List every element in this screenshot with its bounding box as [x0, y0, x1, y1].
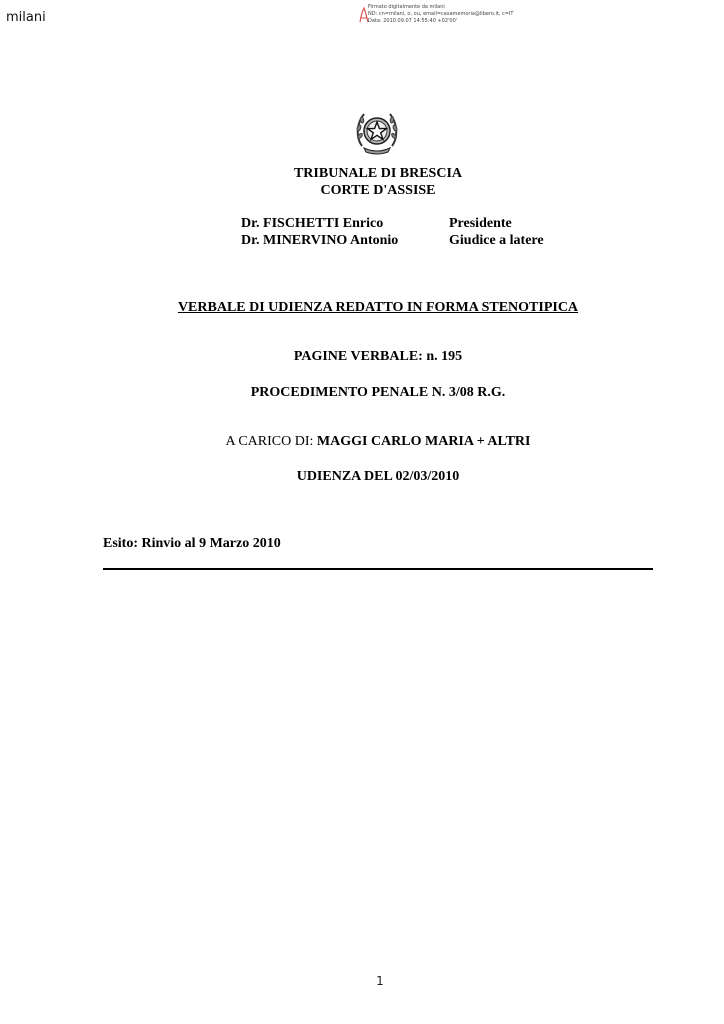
procedure-number: PROCEDIMENTO PENALE N. 3/08 R.G.	[250, 385, 506, 400]
court-name: TRIBUNALE DI BRESCIA	[293, 166, 463, 181]
judge-role-2: Giudice a latere	[449, 233, 544, 248]
signature-line-1: Firmato digitalmente da milani	[368, 4, 445, 10]
hearing-date: UDIENZA DEL 02/03/2010	[296, 469, 460, 484]
digital-signature-block[interactable]	[358, 4, 558, 30]
signer-name: milani	[6, 10, 46, 25]
hearing-outcome: Esito: Rinvio al 9 Marzo 2010	[103, 536, 281, 551]
judge-name-2: Dr. MINERVINO Antonio	[241, 233, 399, 248]
charge-label: A CARICO DI:	[225, 434, 317, 449]
page-count: PAGINE VERBALE: n. 195	[293, 349, 463, 364]
divider-line	[103, 568, 653, 570]
page-number: 1	[376, 974, 384, 988]
defendants: MAGGI CARLO MARIA + ALTRI	[316, 434, 531, 449]
court-section: CORTE D'ASSISE	[320, 183, 436, 198]
italian-republic-emblem-icon	[354, 106, 400, 156]
document-type: VERBALE DI UDIENZA REDATTO IN FORMA STENOTIPICA	[177, 300, 579, 315]
judge-name-1: Dr. FISCHETTI Enrico	[241, 216, 384, 231]
charge-line	[100, 434, 656, 450]
signature-line-3: Data: 2010.09.07 14:55:40 +02'00'	[368, 18, 458, 24]
judge-role-1: Presidente	[449, 216, 512, 231]
signature-line-2: ND: cn=milani, o, ou, email=casamemoria@libero.it, c=IT	[368, 11, 514, 17]
